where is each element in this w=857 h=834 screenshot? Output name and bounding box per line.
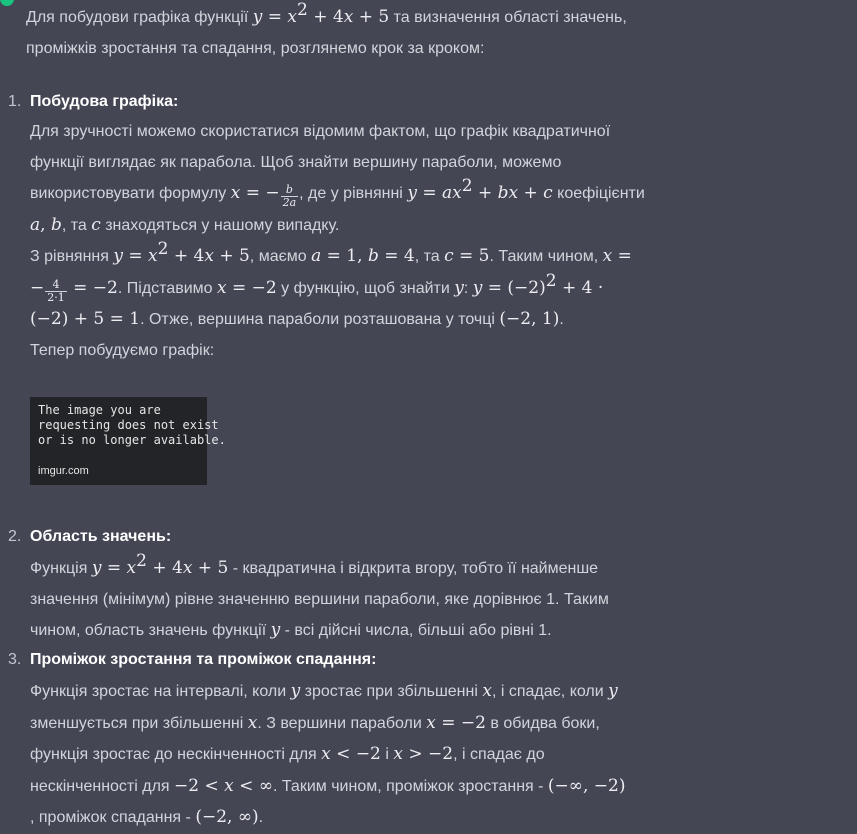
broken-image-placeholder: The image you are requesting does not exist or is no longer available. imgur.com — [30, 397, 207, 485]
avatar — [0, 0, 14, 6]
section-title: Проміжок зростання та проміжок спадання: — [30, 651, 377, 668]
section-body: Для зручності можемо скористатися відомим фактом, що графік квадратичної функції виглядає як парабола. Щоб знайти вершину параболи, можемо використовувати формулу x = − $\frac{b}{2a}$ , де у рівнянні $y = ax^2$ + bx + c коефіцієнти a, b, та c знаходяться у нашому випадку. З рівняння $y = x^2 + 4x + 5$, маємо a = 1, b = 4, та c = 5. Таким чином, x = − $\frac{4}{2\cdot 1}$ = −2. Підставимо x = −2 у функцію, щоб знайти y: $y = (-2)^2 + 4$ · (−2) + 5 = 1. Отже, вершина параболи розташована у точці (−2, 1). Тепер побудуємо графік: — [30, 123, 645, 359]
section-title: Область значень: — [30, 528, 172, 545]
section-title: Побудова графіка: — [30, 93, 179, 110]
intro-paragraph: Для побудови графіка функції $y = x^2 + 4x + 5$ та визначення області значень, проміжків зростання та спадання, розглянемо крок за кроком: — [26, 0, 627, 57]
section-number: 1. — [8, 93, 22, 110]
section-body: Функція $y = x^2 + 4x + 5$ - квадратична і відкрита вгору, тобто її найменше значення (мінімум) рівне значенню вершини параболи, яке дорівнює 1. Таким чином, область значень функції y - всі дійсні числа, більші або рівні 1. — [30, 551, 609, 640]
section-number: 2. — [8, 528, 22, 545]
section-number: 3. — [8, 651, 22, 668]
section-body: Функція зростає на інтервалі, коли y зростає при збільшенні x, і спадає, коли y зменшується при збільшенні x. З вершини параболи x = −2 в обидва боки, функція зростає до нескінченності для x < −2 і x > −2, і спадає до нескінченності для −2 < x < ∞. Таким чином, проміжок зростання - (−∞, −2) , проміжок спадання - (−2, ∞). — [30, 681, 626, 827]
